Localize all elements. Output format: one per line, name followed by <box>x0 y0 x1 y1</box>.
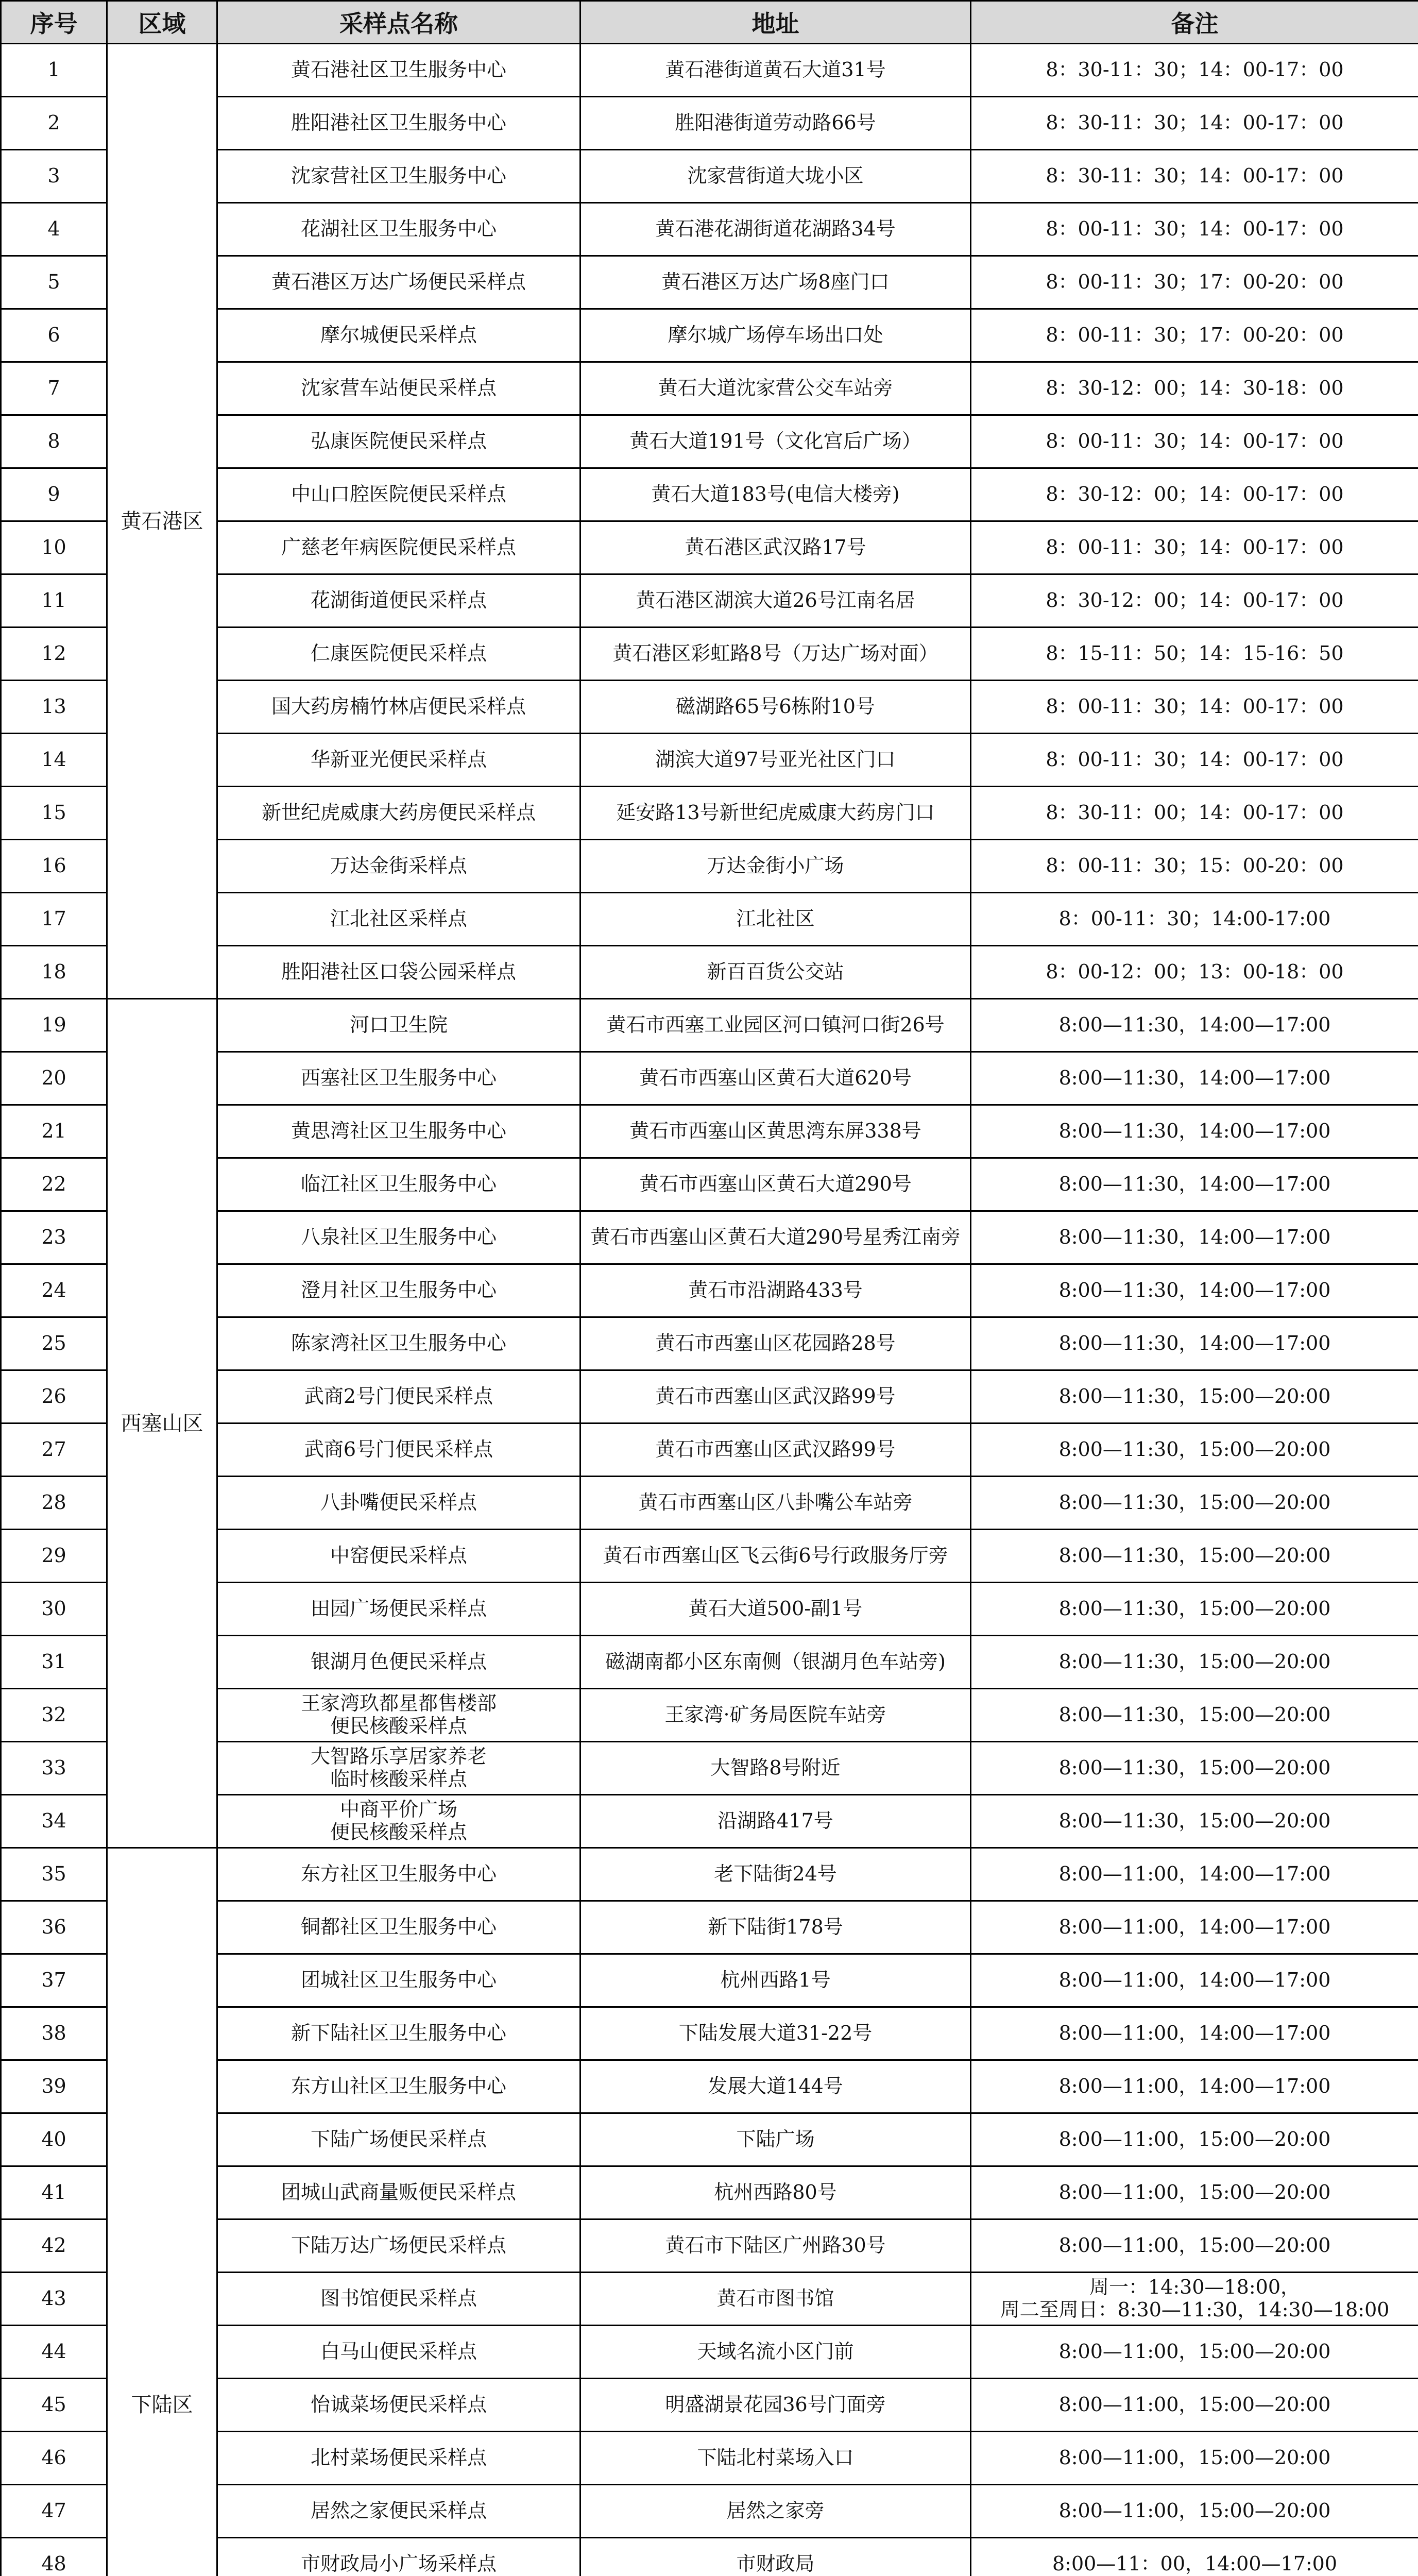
sampling-point-address: 黄石市西塞山区花园路28号 <box>580 1317 971 1370</box>
row-index: 7 <box>1 362 107 415</box>
sampling-point-address: 黄石市图书馆 <box>580 2273 971 2326</box>
row-index: 20 <box>1 1052 107 1105</box>
sampling-point-name: 仁康医院便民采样点 <box>217 628 580 681</box>
sampling-point-address: 摩尔城广场停车场出口处 <box>580 309 971 362</box>
sampling-point-address: 黄石市西塞山区黄思湾东屏338号 <box>580 1105 971 1158</box>
sampling-point-name-line: 便民核酸采样点 <box>330 1715 467 1737</box>
sampling-point-address: 新下陆街178号 <box>580 1901 971 1954</box>
sampling-point-name: 铜都社区卫生服务中心 <box>217 1901 580 1954</box>
sampling-point-name: 花湖社区卫生服务中心 <box>217 203 580 256</box>
sampling-point-name-line: 王家湾玖都星都售楼部 <box>300 1692 497 1715</box>
sampling-point-address: 江北社区 <box>580 893 971 946</box>
sampling-point-name-line: 便民核酸采样点 <box>330 1821 467 1843</box>
opening-hours-note: 8:00—11:00，14:00—17:00 <box>971 2007 1418 2060</box>
table-row <box>1 1848 1418 1901</box>
opening-hours-note: 8：15-11：50；14：15-16：50 <box>971 628 1418 681</box>
sampling-point-name <box>217 1795 580 1848</box>
sampling-point-address: 新百百货公交站 <box>580 946 971 999</box>
opening-hours-note: 8:00—11:00，15:00—20:00 <box>971 2379 1418 2432</box>
row-index: 2 <box>1 97 107 150</box>
opening-hours-note: 8:00—11:30，15:00—20:00 <box>971 1742 1418 1795</box>
row-index: 35 <box>1 1848 107 1901</box>
opening-hours-note: 8:00—11:00，14:00—17:00 <box>971 1848 1418 1901</box>
opening-hours-note: 8:00—11:00，15:00—20:00 <box>971 2432 1418 2485</box>
sampling-point-address: 湖滨大道97号亚光社区门口 <box>580 734 971 787</box>
sampling-point-name: 黄石港社区卫生服务中心 <box>217 44 580 97</box>
row-index: 43 <box>1 2273 107 2326</box>
sampling-point-name: 银湖月色便民采样点 <box>217 1636 580 1689</box>
sampling-point-name: 北村菜场便民采样点 <box>217 2432 580 2485</box>
sampling-point-name: 八泉社区卫生服务中心 <box>217 1211 580 1264</box>
row-index: 33 <box>1 1742 107 1795</box>
sampling-point-name: 武商2号门便民采样点 <box>217 1370 580 1423</box>
opening-hours-note: 8:00—11:00，15:00—20:00 <box>971 2485 1418 2538</box>
table-row <box>1 44 1418 97</box>
row-index: 5 <box>1 256 107 309</box>
sampling-point-name: 沈家营车站便民采样点 <box>217 362 580 415</box>
opening-hours-note: 8:00—11:00，14:00—17:00 <box>971 1901 1418 1954</box>
sampling-point-address: 黄石大道500-副1号 <box>580 1583 971 1636</box>
sampling-point-address: 沈家营街道大垅小区 <box>580 150 971 203</box>
row-index: 12 <box>1 628 107 681</box>
sampling-point-address: 下陆广场 <box>580 2113 971 2166</box>
opening-hours-note: 8:00—11:30，15:00—20:00 <box>971 1370 1418 1423</box>
sampling-point-name: 万达金街采样点 <box>217 840 580 893</box>
region-cell: 下陆区 <box>107 1848 217 2576</box>
sampling-point-address: 延安路13号新世纪虎威康大药房门口 <box>580 787 971 840</box>
opening-hours-note: 8:00—11:00，15:00—20:00 <box>971 2326 1418 2379</box>
sampling-point-name: 新世纪虎威康大药房便民采样点 <box>217 787 580 840</box>
sampling-point-name: 居然之家便民采样点 <box>217 2485 580 2538</box>
row-index: 38 <box>1 2007 107 2060</box>
opening-hours-note: 8:00—11:30，15:00—20:00 <box>971 1795 1418 1848</box>
sampling-point-name: 田园广场便民采样点 <box>217 1583 580 1636</box>
opening-hours-note: 8:00—11:00，15:00—20:00 <box>971 2113 1418 2166</box>
sampling-point-name: 花湖街道便民采样点 <box>217 574 580 628</box>
row-index: 26 <box>1 1370 107 1423</box>
opening-hours-note: 8:00—11:30，14:00—17:00 <box>971 1158 1418 1211</box>
sampling-point-name-line: 临时核酸采样点 <box>330 1768 467 1790</box>
opening-hours-note: 8：00-11：30；14：00-17：00 <box>971 521 1418 574</box>
opening-hours-note: 8:00—11:30，15:00—20:00 <box>971 1530 1418 1583</box>
sampling-point-name: 白马山便民采样点 <box>217 2326 580 2379</box>
sampling-point-address: 黄石港花湖街道花湖路34号 <box>580 203 971 256</box>
row-index: 29 <box>1 1530 107 1583</box>
sampling-point-name: 下陆万达广场便民采样点 <box>217 2219 580 2273</box>
sampling-point-address: 黄石港街道黄石大道31号 <box>580 44 971 97</box>
sampling-point-name: 河口卫生院 <box>217 999 580 1052</box>
opening-hours-note: 8:00—11:00，14:00—17:00 <box>971 1954 1418 2007</box>
row-index: 34 <box>1 1795 107 1848</box>
row-index: 31 <box>1 1636 107 1689</box>
sampling-point-name: 团城社区卫生服务中心 <box>217 1954 580 2007</box>
sampling-point-address: 黄石大道183号(电信大楼旁) <box>580 468 971 521</box>
sampling-point-name: 胜阳港社区卫生服务中心 <box>217 97 580 150</box>
sampling-point-address: 黄石市西塞山区八卦嘴公车站旁 <box>580 1477 971 1530</box>
sampling-point-name: 陈家湾社区卫生服务中心 <box>217 1317 580 1370</box>
opening-hours-note: 8：30-12：00；14：30-18：00 <box>971 362 1418 415</box>
sampling-point-name: 武商6号门便民采样点 <box>217 1423 580 1477</box>
row-index: 19 <box>1 999 107 1052</box>
opening-hours-note: 8：00-11：30；14：00-17：00 <box>971 203 1418 256</box>
row-index: 22 <box>1 1158 107 1211</box>
row-index: 25 <box>1 1317 107 1370</box>
row-index: 18 <box>1 946 107 999</box>
opening-hours-note: 8：30-11：30；14：00-17：00 <box>971 97 1418 150</box>
opening-hours-note: 8:00—11:00，15:00—20:00 <box>971 2166 1418 2219</box>
row-index: 27 <box>1 1423 107 1477</box>
sampling-point-name: 东方社区卫生服务中心 <box>217 1848 580 1901</box>
opening-hours-note <box>971 2273 1418 2326</box>
opening-hours-note: 8：30-11：30；14：00-17：00 <box>971 150 1418 203</box>
opening-hours-note: 8：30-12：00；14：00-17：00 <box>971 574 1418 628</box>
opening-hours-note: 8:00—11:30，14:00—17:00 <box>971 1264 1418 1317</box>
row-index: 10 <box>1 521 107 574</box>
opening-hours-note: 8:00—11:30，15:00—20:00 <box>971 1689 1418 1742</box>
row-index: 17 <box>1 893 107 946</box>
sampling-point-address: 黄石市西塞山区黄石大道620号 <box>580 1052 971 1105</box>
row-index: 48 <box>1 2538 107 2576</box>
opening-hours-note: 8:00—11:30，15:00—20:00 <box>971 1636 1418 1689</box>
sampling-point-address: 黄石港区湖滨大道26号江南名居 <box>580 574 971 628</box>
table-body <box>1 44 1418 2576</box>
row-index: 6 <box>1 309 107 362</box>
sampling-point-name: 下陆广场便民采样点 <box>217 2113 580 2166</box>
sampling-point-address: 下陆发展大道31-22号 <box>580 2007 971 2060</box>
header-index: 序号 <box>1 1 107 44</box>
sampling-point-address: 黄石大道191号（文化宫后广场） <box>580 415 971 468</box>
sampling-point-name: 中山口腔医院便民采样点 <box>217 468 580 521</box>
region-cell: 黄石港区 <box>107 44 217 999</box>
sampling-point-name: 八卦嘴便民采样点 <box>217 1477 580 1530</box>
header-row <box>1 1 1418 44</box>
sampling-point-name: 中窑便民采样点 <box>217 1530 580 1583</box>
row-index: 40 <box>1 2113 107 2166</box>
sampling-point-name <box>217 1742 580 1795</box>
row-index: 23 <box>1 1211 107 1264</box>
opening-hours-note: 8:00—11:30，14:00—17:00 <box>971 1317 1418 1370</box>
opening-hours-note: 8：30-11：30；14：00-17：00 <box>971 44 1418 97</box>
sampling-point-address: 下陆北村菜场入口 <box>580 2432 971 2485</box>
row-index: 46 <box>1 2432 107 2485</box>
region-cell: 西塞山区 <box>107 999 217 1848</box>
opening-hours-note-line: 周二至周日：8:30—11:30，14:30—18:00 <box>1000 2298 1390 2321</box>
sampling-point-address: 磁湖南都小区东南侧（银湖月色车站旁) <box>580 1636 971 1689</box>
row-index: 30 <box>1 1583 107 1636</box>
row-index: 4 <box>1 203 107 256</box>
opening-hours-note: 8：30-12：00；14：00-17：00 <box>971 468 1418 521</box>
row-index: 37 <box>1 1954 107 2007</box>
opening-hours-note: 8：00-11：30；17：00-20：00 <box>971 256 1418 309</box>
row-index: 8 <box>1 415 107 468</box>
header-note: 备注 <box>971 1 1418 44</box>
opening-hours-note: 8:00—11:30，14:00—17:00 <box>971 1211 1418 1264</box>
sampling-point-name <box>217 1689 580 1742</box>
sampling-point-address: 黄石市西塞山区武汉路99号 <box>580 1370 971 1423</box>
sampling-point-address: 天域名流小区门前 <box>580 2326 971 2379</box>
row-index: 24 <box>1 1264 107 1317</box>
opening-hours-note: 8:00—11:30，15:00—20:00 <box>971 1477 1418 1530</box>
row-index: 36 <box>1 1901 107 1954</box>
sampling-point-address: 黄石市西塞山区飞云街6号行政服务厅旁 <box>580 1530 971 1583</box>
opening-hours-note: 8:00—11：00，14:00—17:00 <box>971 2538 1418 2576</box>
header-name: 采样点名称 <box>217 1 580 44</box>
row-index: 9 <box>1 468 107 521</box>
opening-hours-note: 8:00—11:30，14:00—17:00 <box>971 1052 1418 1105</box>
opening-hours-note: 8:00—11:30，15:00—20:00 <box>971 1423 1418 1477</box>
opening-hours-note: 8:00—11:00，15:00—20:00 <box>971 2219 1418 2273</box>
row-index: 39 <box>1 2060 107 2113</box>
row-index: 15 <box>1 787 107 840</box>
opening-hours-note: 8：00-12：00；13：00-18：00 <box>971 946 1418 999</box>
sampling-point-name-line: 中商平价广场 <box>339 1798 457 1821</box>
sampling-point-address: 市财政局 <box>580 2538 971 2576</box>
header-region: 区域 <box>107 1 217 44</box>
sampling-point-address: 黄石市西塞山区黄石大道290号星秀江南旁 <box>580 1211 971 1264</box>
row-index: 41 <box>1 2166 107 2219</box>
sampling-point-address: 杭州西路1号 <box>580 1954 971 2007</box>
sampling-point-address: 居然之家旁 <box>580 2485 971 2538</box>
sampling-point-address: 黄石市沿湖路433号 <box>580 1264 971 1317</box>
sampling-point-address: 明盛湖景花园36号门面旁 <box>580 2379 971 2432</box>
sampling-point-name: 广慈老年病医院便民采样点 <box>217 521 580 574</box>
sampling-point-address: 大智路8号附近 <box>580 1742 971 1795</box>
sampling-point-name: 黄思湾社区卫生服务中心 <box>217 1105 580 1158</box>
opening-hours-note: 8：00-11：30；15：00-20：00 <box>971 840 1418 893</box>
sampling-point-address: 黄石港区万达广场8座门口 <box>580 256 971 309</box>
sampling-point-name: 国大药房楠竹林店便民采样点 <box>217 681 580 734</box>
sampling-point-name: 图书馆便民采样点 <box>217 2273 580 2326</box>
opening-hours-note: 8：00-11：30；14：00-17：00 <box>971 734 1418 787</box>
sampling-point-address: 王家湾·矿务局医院车站旁 <box>580 1689 971 1742</box>
sampling-point-name: 团城山武商量贩便民采样点 <box>217 2166 580 2219</box>
sampling-point-address: 发展大道144号 <box>580 2060 971 2113</box>
sampling-point-address: 杭州西路80号 <box>580 2166 971 2219</box>
opening-hours-note: 8：00-11：30；14：00-17：00 <box>971 681 1418 734</box>
sampling-point-address: 黄石大道沈家营公交车站旁 <box>580 362 971 415</box>
row-index: 32 <box>1 1689 107 1742</box>
sampling-point-name: 胜阳港社区口袋公园采样点 <box>217 946 580 999</box>
sampling-point-name-line: 大智路乐享居家养老 <box>310 1745 487 1768</box>
opening-hours-note: 8:00—11:30，15:00—20:00 <box>971 1583 1418 1636</box>
opening-hours-note: 8:00—11:30，14:00—17:00 <box>971 1105 1418 1158</box>
sampling-point-name: 东方山社区卫生服务中心 <box>217 2060 580 2113</box>
sampling-point-name: 西塞社区卫生服务中心 <box>217 1052 580 1105</box>
sampling-point-address: 胜阳港街道劳动路66号 <box>580 97 971 150</box>
sampling-point-name: 黄石港区万达广场便民采样点 <box>217 256 580 309</box>
sampling-point-name: 弘康医院便民采样点 <box>217 415 580 468</box>
header-address: 地址 <box>580 1 971 44</box>
row-index: 45 <box>1 2379 107 2432</box>
sampling-point-name: 临江社区卫生服务中心 <box>217 1158 580 1211</box>
sampling-point-address: 磁湖路65号6栋附10号 <box>580 681 971 734</box>
row-index: 1 <box>1 44 107 97</box>
sampling-point-address: 黄石市西塞工业园区河口镇河口街26号 <box>580 999 971 1052</box>
row-index: 3 <box>1 150 107 203</box>
row-index: 11 <box>1 574 107 628</box>
sampling-point-name: 华新亚光便民采样点 <box>217 734 580 787</box>
opening-hours-note: 8：00-11：30；17：00-20：00 <box>971 309 1418 362</box>
sampling-point-address: 万达金街小广场 <box>580 840 971 893</box>
row-index: 13 <box>1 681 107 734</box>
opening-hours-note: 8：00-11：30；14：00-17：00 <box>971 415 1418 468</box>
opening-hours-note: 8：00-11：30；14:00-17:00 <box>971 893 1418 946</box>
row-index: 42 <box>1 2219 107 2273</box>
sampling-point-name: 新下陆社区卫生服务中心 <box>217 2007 580 2060</box>
sampling-point-name: 沈家营社区卫生服务中心 <box>217 150 580 203</box>
sampling-point-address: 黄石港区武汉路17号 <box>580 521 971 574</box>
sampling-point-name: 市财政局小广场采样点 <box>217 2538 580 2576</box>
sampling-point-address: 黄石市西塞山区武汉路99号 <box>580 1423 971 1477</box>
sampling-point-address: 黄石港区彩虹路8号（万达广场对面） <box>580 628 971 681</box>
opening-hours-note: 8:00—11:30，14:00—17:00 <box>971 999 1418 1052</box>
opening-hours-note: 8：30-11：00；14：00-17：00 <box>971 787 1418 840</box>
sampling-point-address: 黄石市下陆区广州路30号 <box>580 2219 971 2273</box>
row-index: 21 <box>1 1105 107 1158</box>
table-row <box>1 999 1418 1052</box>
sampling-point-address: 沿湖路417号 <box>580 1795 971 1848</box>
row-index: 16 <box>1 840 107 893</box>
opening-hours-note: 8:00—11:00，14:00—17:00 <box>971 2060 1418 2113</box>
row-index: 28 <box>1 1477 107 1530</box>
opening-hours-note-line: 周一：14:30—18:00， <box>1089 2276 1301 2299</box>
row-index: 14 <box>1 734 107 787</box>
sampling-point-address: 老下陆街24号 <box>580 1848 971 1901</box>
sampling-point-name: 怡诚菜场便民采样点 <box>217 2379 580 2432</box>
sampling-point-name: 江北社区采样点 <box>217 893 580 946</box>
sampling-point-address: 黄石市西塞山区黄石大道290号 <box>580 1158 971 1211</box>
row-index: 44 <box>1 2326 107 2379</box>
row-index: 47 <box>1 2485 107 2538</box>
sampling-point-name: 摩尔城便民采样点 <box>217 309 580 362</box>
sampling-point-name: 澄月社区卫生服务中心 <box>217 1264 580 1317</box>
